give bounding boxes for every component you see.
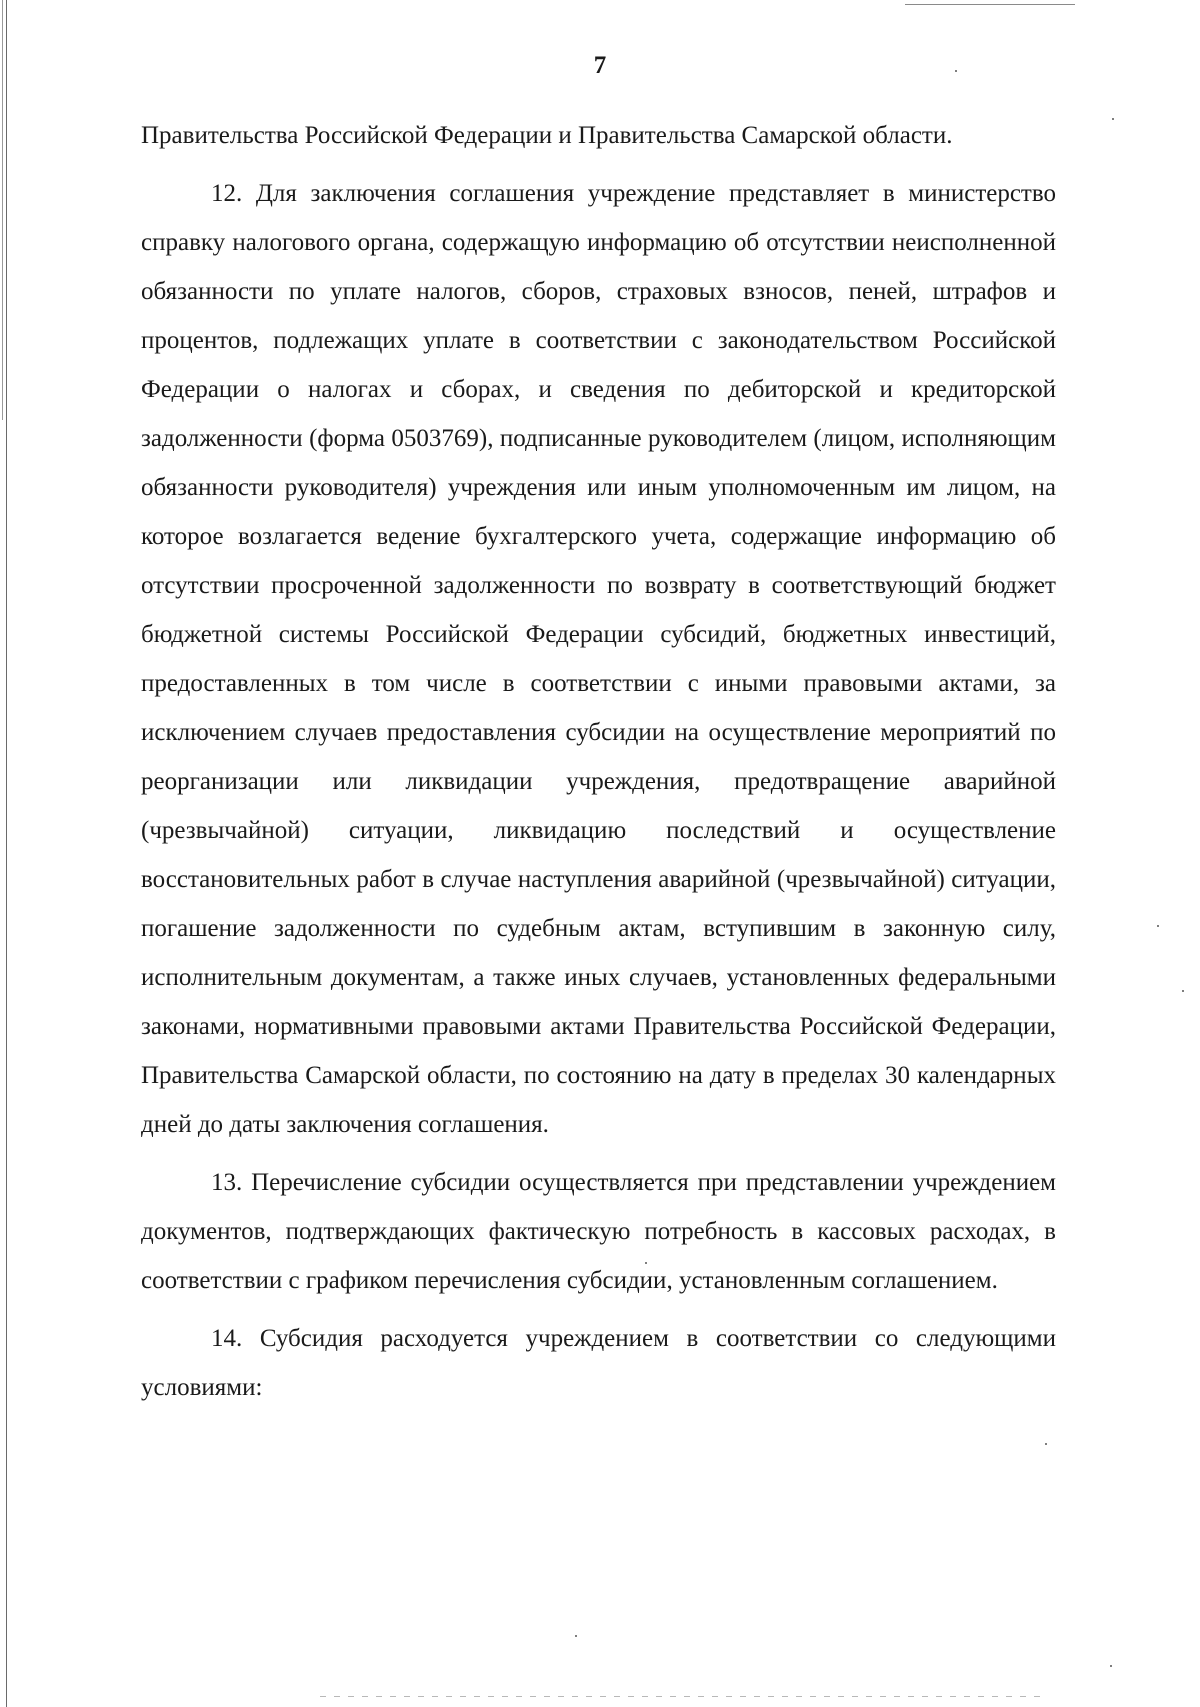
- document-body: [141, 111, 1056, 1412]
- scan-edge-line: [6, 0, 7, 1707]
- scan-top-rule: [905, 4, 1075, 5]
- paragraph-continuation: Правительства Российской Федерации и Правительства Самарской области.: [141, 122, 953, 149]
- scan-speck: [1157, 925, 1159, 927]
- paragraph-12: 12. Для заключения соглашения учреждение представляет в министерство справку налогового органа, содержащую информацию об отсутствии неисполненной обязанности по уплате налогов, сборов, страховых взносов, пеней, штрафов и процентов, подлежащих уплате в соответствии с законодательством Российской Федерации о налогах и сборах, и сведения по дебиторской и кредиторской задолженности (форма 0503769), подписанные руководителем (лицом, исполняющим обязанности руководителя) учреждения или иным уполномоченным им лицом, на которое возлагается ведение бухгалтерского учета, содержащие информацию об отсутствии просроченной задолженности по возврату в соответствующий бюджет бюджетной системы Российской Федерации субсидий, бюджетных инвестиций, предоставленных в том числе в соответствии с иными правовыми актами, за исключением случаев предоставления субсидии на осуществление мероприятий по реорганизации или ликвидации учреждения, предотвращение аварийной (чрезвычайной) ситуации, ликвидацию последствий и осуществление восстановительных работ в случае наступления аварийной (чрезвычайной) ситуации, погашение задолженности по судебным актам, вступившим в законную силу, исполнительным документам, а также иных случаев, установленных федеральными законами, нормативными правовыми актами Правительства Российской Федерации, Правительства Самарской области, по состоянию на дату в пределах 30 календарных дней до даты заключения соглашения.: [141, 180, 1056, 1138]
- scan-speck: [955, 70, 957, 72]
- paragraph-14: 14. Субсидия расходуется учреждением в соответствии со следующими условиями:: [141, 1325, 1056, 1401]
- scan-speck: [575, 1635, 577, 1637]
- scan-speck: [645, 1262, 647, 1264]
- scan-speck: [1110, 1665, 1112, 1667]
- scan-speck: [1112, 118, 1114, 120]
- scan-speck: [1182, 990, 1184, 992]
- paragraph-13: 13. Перечисление субсидии осуществляется при представлении учреждением документов, подтверждающих фактическую потребность в кассовых расходах, в соответствии с графиком перечисления субсидии, установленным соглашением.: [141, 1169, 1056, 1294]
- scan-bottom-noise: [320, 1696, 1040, 1697]
- scan-speck: [1045, 1443, 1047, 1445]
- page-number: 7: [593, 52, 607, 79]
